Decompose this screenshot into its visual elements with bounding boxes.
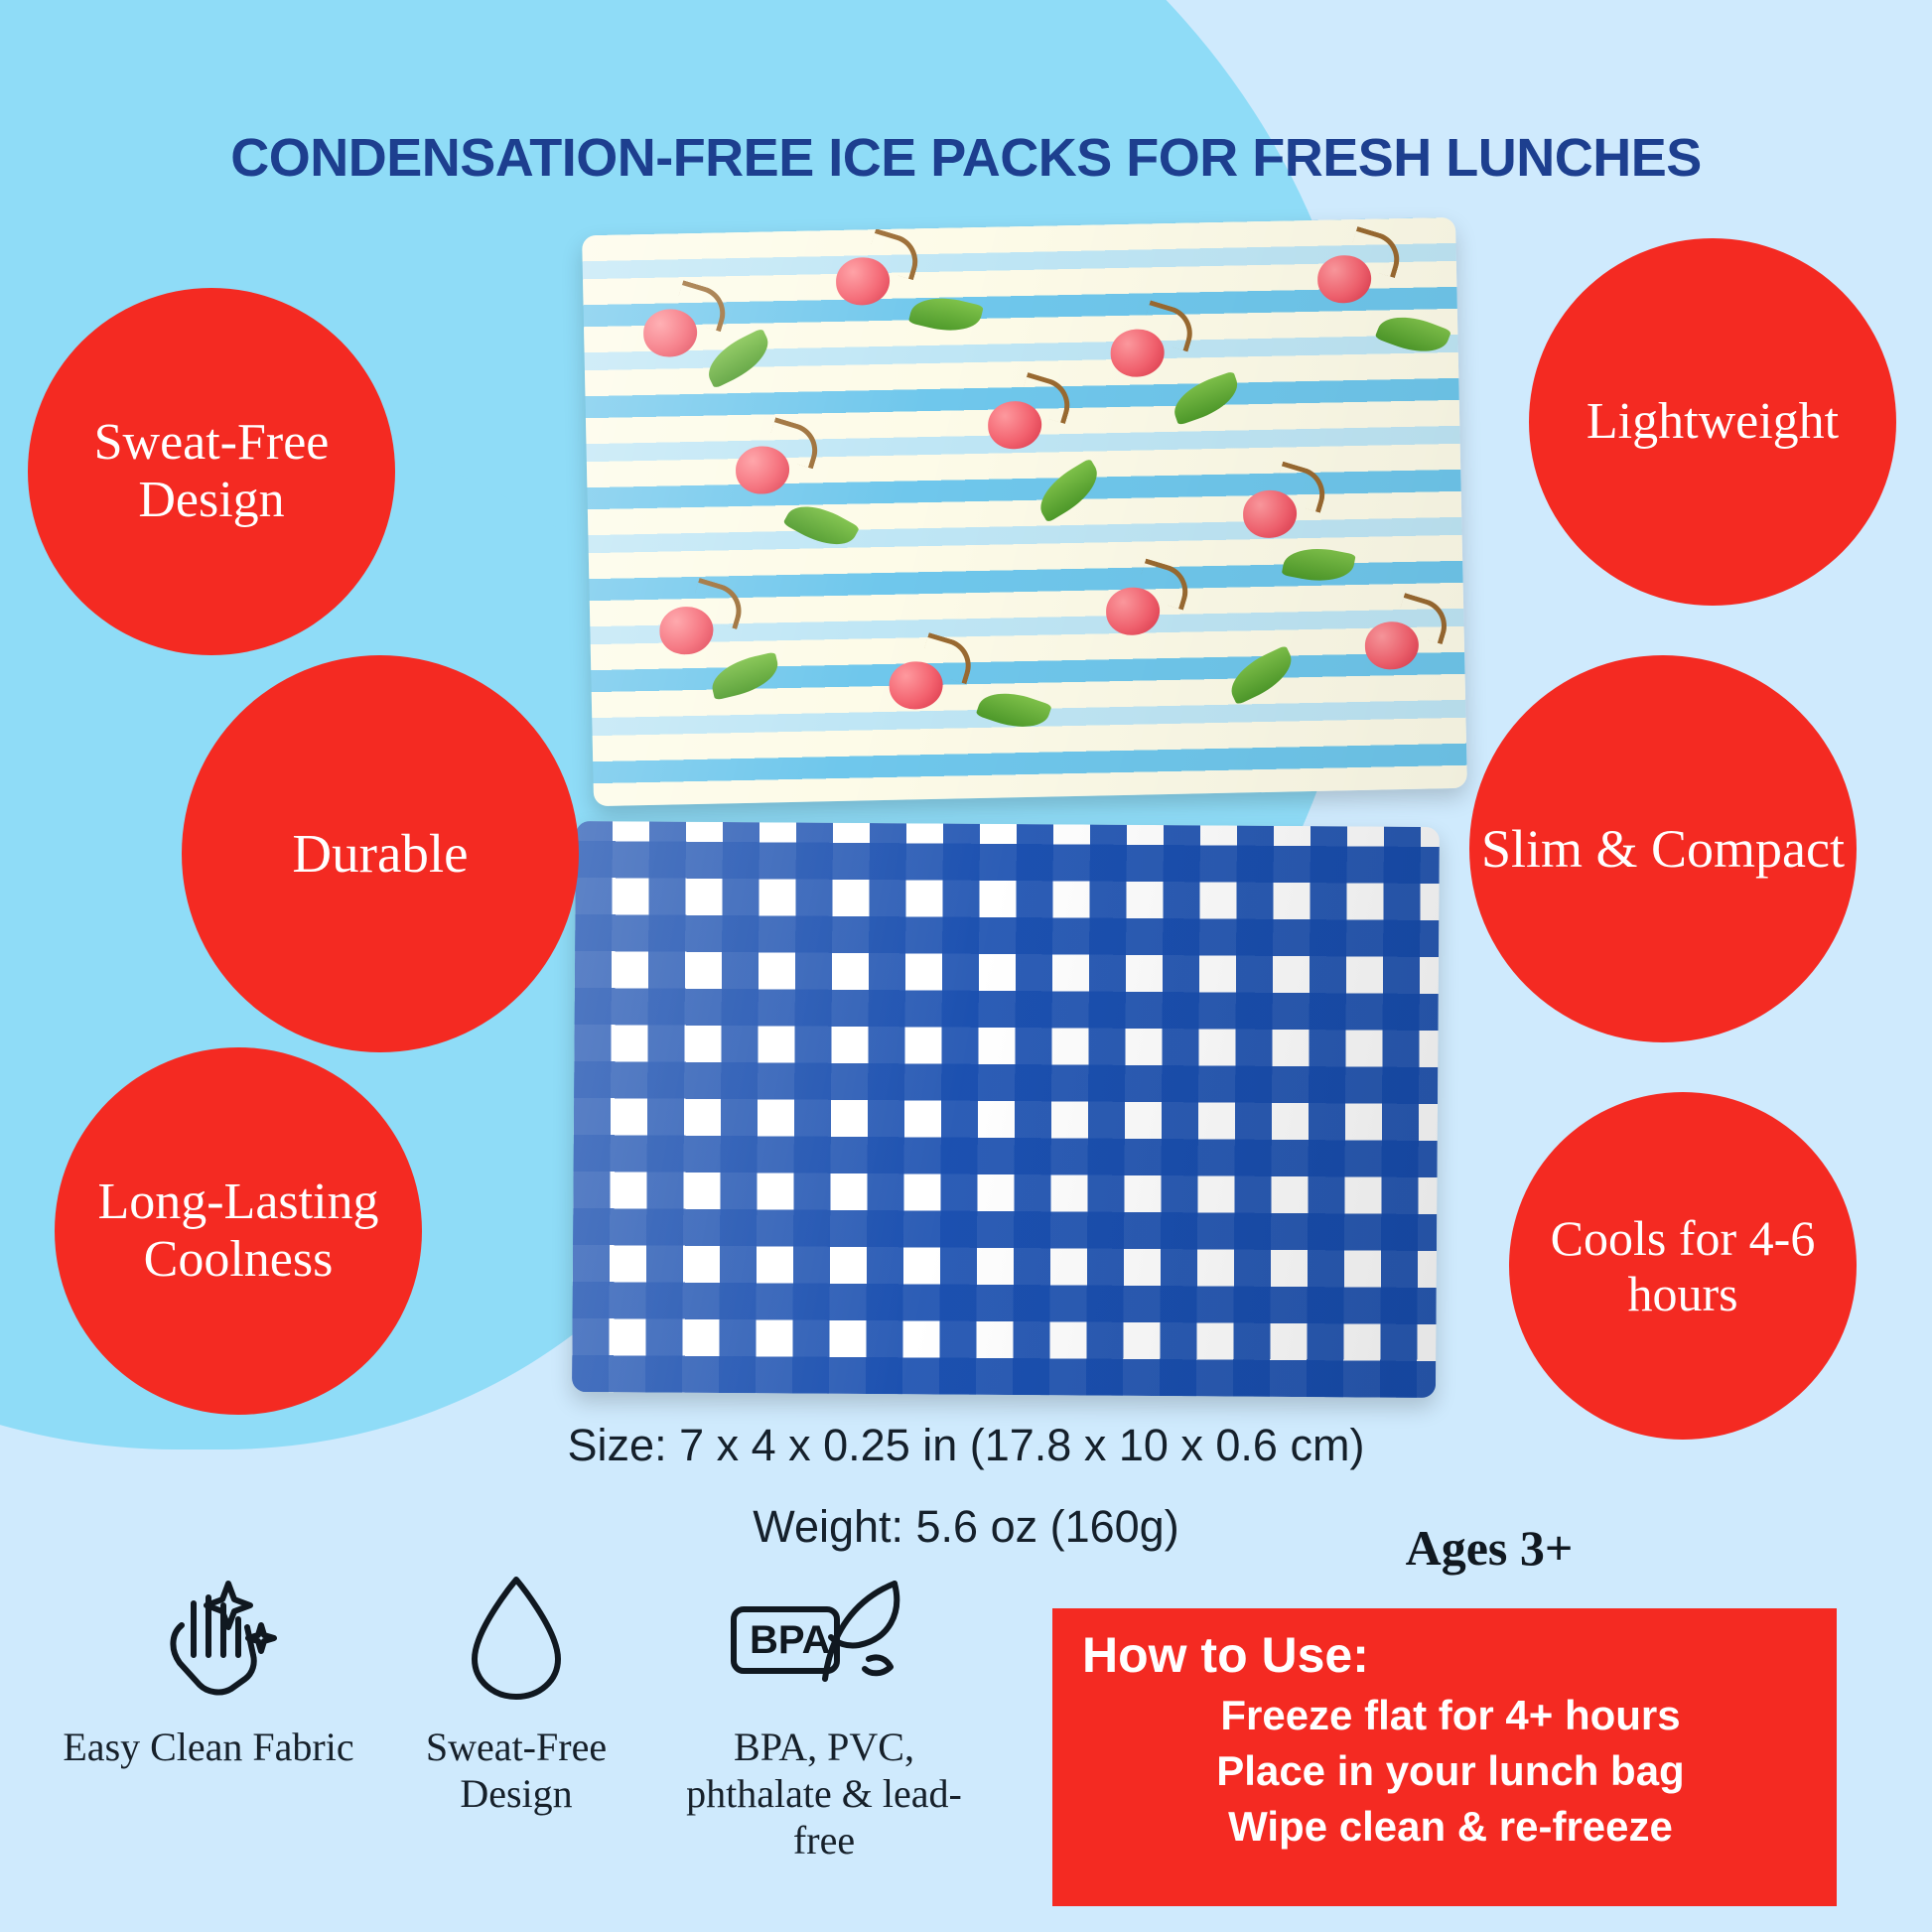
how-to-use-title: How to Use: [1082, 1627, 1369, 1683]
sparkle-hand-wipe-icon [60, 1559, 357, 1708]
icon-feature-easy-clean [60, 1559, 357, 1770]
svg-text:BPA: BPA [750, 1618, 831, 1662]
water-drop-icon [367, 1559, 665, 1708]
spec-size: Size: 7 x 4 x 0.25 in (17.8 x 10 x 0.6 cm) [567, 1420, 1365, 1470]
feature-circle-label: Sweat-Free Design [93, 413, 330, 528]
product-image-cherry-pack [582, 217, 1467, 806]
feature-circle-label: Slim & Compact [1480, 818, 1845, 879]
icon-feature-label: Sweat-Free Design [425, 1725, 608, 1817]
page-title: CONDENSATION-FREE ICE PACKS FOR FRESH LUNCHES [230, 128, 1702, 188]
how-to-use-step: Wipe clean & re-freeze [1228, 1803, 1673, 1850]
feature-circle-cools-hours [1509, 1092, 1857, 1440]
feature-circle-lightweight [1529, 238, 1896, 606]
spec-ages: Ages 3+ [1405, 1520, 1574, 1576]
icon-feature-bpa-free [675, 1559, 973, 1864]
how-to-use-step: Place in your lunch bag [1216, 1747, 1685, 1794]
feature-circle-label: Lightweight [1586, 392, 1840, 450]
product-image-gingham-pack [572, 821, 1440, 1398]
spec-weight: Weight: 5.6 oz (160g) [753, 1501, 1179, 1552]
icon-feature-label: BPA, PVC, phthalate & lead-free [686, 1725, 962, 1863]
feature-circle-label: Long-Lasting Coolness [97, 1173, 379, 1288]
bpa-free-leaf-icon [675, 1559, 973, 1708]
how-to-use-box [1052, 1608, 1837, 1906]
icon-feature-label: Easy Clean Fabric [63, 1725, 354, 1769]
feature-circle-long-lasting [55, 1047, 422, 1415]
icon-feature-sweat-free [367, 1559, 665, 1817]
feature-circle-label: Durable [292, 823, 469, 885]
feature-circle-durable [182, 655, 579, 1052]
feature-circle-slim-compact [1469, 655, 1857, 1042]
feature-circle-label: Cools for 4-6 hours [1550, 1210, 1816, 1321]
how-to-use-step: Freeze flat for 4+ hours [1220, 1692, 1681, 1738]
feature-circle-sweat-free [28, 288, 395, 655]
